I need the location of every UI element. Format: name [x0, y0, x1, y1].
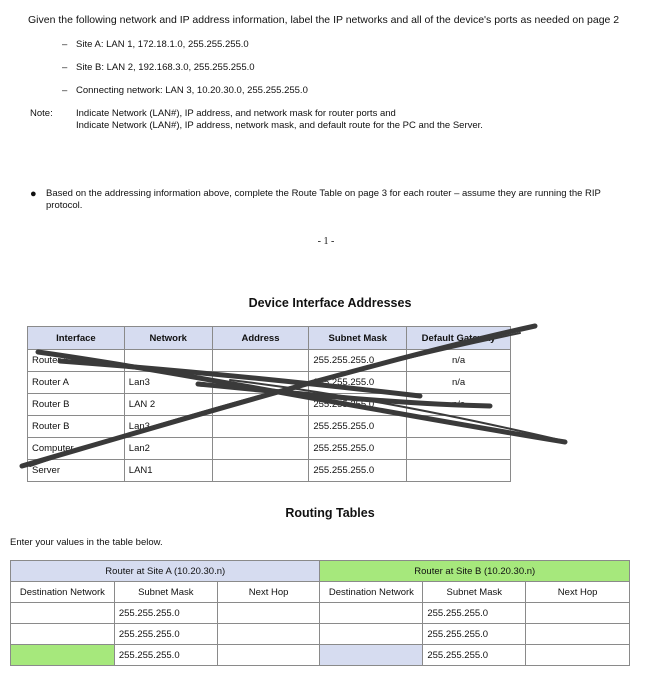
- bullet-dot-icon: ●: [30, 188, 37, 200]
- b-col-destination: Destination Network: [320, 582, 423, 603]
- device-table-row: [28, 460, 511, 482]
- cell-default-gateway: n/a: [407, 394, 511, 416]
- connecting-network-text: Connecting network: LAN 3, 10.20.30.0, 255.255.255.0: [76, 85, 308, 96]
- a-col-subnet-mask: Subnet Mask: [114, 582, 217, 603]
- intro-text: Given the following network and IP address information, label the IP networks and all of the device's ports as needed on page 2: [28, 14, 620, 26]
- cell-address: [212, 460, 309, 482]
- cell-default-gateway: n/a: [407, 350, 511, 372]
- device-table-row: [28, 350, 511, 372]
- device-table-title: Device Interface Addresses: [248, 296, 412, 310]
- cell-a-subnet-mask: 255.255.255.0: [114, 645, 217, 666]
- cell-subnet-mask: 255.255.255.0: [309, 438, 407, 460]
- routing-row: [11, 645, 630, 666]
- device-table-header-row: [28, 327, 511, 350]
- cell-a-next-hop: [217, 645, 320, 666]
- cell-b-destination: [320, 603, 423, 624]
- cell-b-next-hop: [526, 645, 630, 666]
- cell-interface: Server: [28, 460, 125, 482]
- site-b-text: Site B: LAN 2, 192.168.3.0, 255.255.255.0: [76, 62, 255, 73]
- device-table-row: [28, 416, 511, 438]
- cell-a-subnet-mask: 255.255.255.0: [114, 603, 217, 624]
- cell-network: Lan3: [124, 416, 212, 438]
- routing-tables-title: Routing Tables: [285, 506, 375, 520]
- cell-interface: Computer: [28, 438, 125, 460]
- routing-header-row: [11, 582, 630, 603]
- cell-a-subnet-mask: 255.255.255.0: [114, 624, 217, 645]
- routing-table: [10, 560, 630, 666]
- cell-subnet-mask: 255.255.255.0: [309, 372, 407, 394]
- site-a-text: Site A: LAN 1, 172.18.1.0, 255.255.255.0: [76, 39, 249, 50]
- cell-interface: Router B: [28, 416, 125, 438]
- cell-subnet-mask: 255.255.255.0: [309, 394, 407, 416]
- note-line-1: Indicate Network (LAN#), IP address, and network mask for router ports and: [76, 108, 396, 119]
- device-table-row: [28, 438, 511, 460]
- cell-b-subnet-mask: 255.255.255.0: [423, 624, 526, 645]
- cell-b-next-hop: [526, 624, 630, 645]
- col-address: Address: [212, 327, 309, 350]
- device-table-row: [28, 372, 511, 394]
- cell-default-gateway: [407, 438, 511, 460]
- cell-a-next-hop: [217, 603, 320, 624]
- cell-b-destination: [320, 645, 423, 666]
- cell-network: [124, 350, 212, 372]
- cell-interface: Router A: [28, 350, 125, 372]
- site-a-line: – Site A: LAN 1, 172.18.1.0, 255.255.255.0: [62, 39, 249, 50]
- cell-network: LAN1: [124, 460, 212, 482]
- cell-default-gateway: [407, 416, 511, 438]
- cell-b-destination: [320, 624, 423, 645]
- cell-subnet-mask: 255.255.255.0: [309, 416, 407, 438]
- device-table-row: [28, 394, 511, 416]
- cell-b-next-hop: [526, 603, 630, 624]
- col-default-gateway: Default Gateway: [407, 327, 511, 350]
- cell-a-next-hop: [217, 624, 320, 645]
- cell-network: LAN 2: [124, 394, 212, 416]
- rip-instruction: [30, 188, 630, 212]
- cell-interface: Router B: [28, 394, 125, 416]
- device-interface-table: [27, 326, 511, 482]
- col-interface: Interface: [28, 327, 125, 350]
- cell-b-subnet-mask: 255.255.255.0: [423, 603, 526, 624]
- cell-network: Lan3: [124, 372, 212, 394]
- cell-a-destination: [11, 624, 115, 645]
- cell-address: [212, 438, 309, 460]
- a-col-next-hop: Next Hop: [217, 582, 320, 603]
- a-col-destination: Destination Network: [11, 582, 115, 603]
- routing-row: [11, 603, 630, 624]
- cell-b-subnet-mask: 255.255.255.0: [423, 645, 526, 666]
- col-network: Network: [124, 327, 212, 350]
- rip-instruction-text: Based on the addressing information above, complete the Route Table on page 3 for each router – assume they are running the RIP protocol.: [46, 188, 601, 211]
- cell-subnet-mask: 255.255.255.0: [309, 460, 407, 482]
- cell-address: [212, 394, 309, 416]
- cell-interface: Router A: [28, 372, 125, 394]
- cell-default-gateway: [407, 460, 511, 482]
- cell-default-gateway: n/a: [407, 372, 511, 394]
- routing-instruction: Enter your values in the table below.: [10, 537, 163, 548]
- connecting-network-line: – Connecting network: LAN 3, 10.20.30.0, 255.255.255.0: [62, 85, 308, 96]
- router-title-row: [11, 561, 630, 582]
- note-line-2: Indicate Network (LAN#), IP address, network mask, and default route for the PC and the Server.: [76, 120, 483, 131]
- col-subnet-mask: Subnet Mask: [309, 327, 407, 350]
- site-b-line: – Site B: LAN 2, 192.168.3.0, 255.255.255.0: [62, 62, 255, 73]
- b-col-subnet-mask: Subnet Mask: [423, 582, 526, 603]
- cell-network: Lan2: [124, 438, 212, 460]
- cell-address: [212, 350, 309, 372]
- router-a-title: Router at Site A (10.20.30.n): [11, 561, 320, 582]
- cell-address: [212, 372, 309, 394]
- cell-a-destination: [11, 603, 115, 624]
- cell-a-destination: [11, 645, 115, 666]
- b-col-next-hop: Next Hop: [526, 582, 630, 603]
- cell-subnet-mask: 255.255.255.0: [309, 350, 407, 372]
- note-label: Note:: [30, 108, 53, 119]
- routing-row: [11, 624, 630, 645]
- cell-address: [212, 416, 309, 438]
- page-number: - 1 -: [317, 236, 335, 247]
- router-b-title: Router at Site B (10.20.30.n): [320, 561, 630, 582]
